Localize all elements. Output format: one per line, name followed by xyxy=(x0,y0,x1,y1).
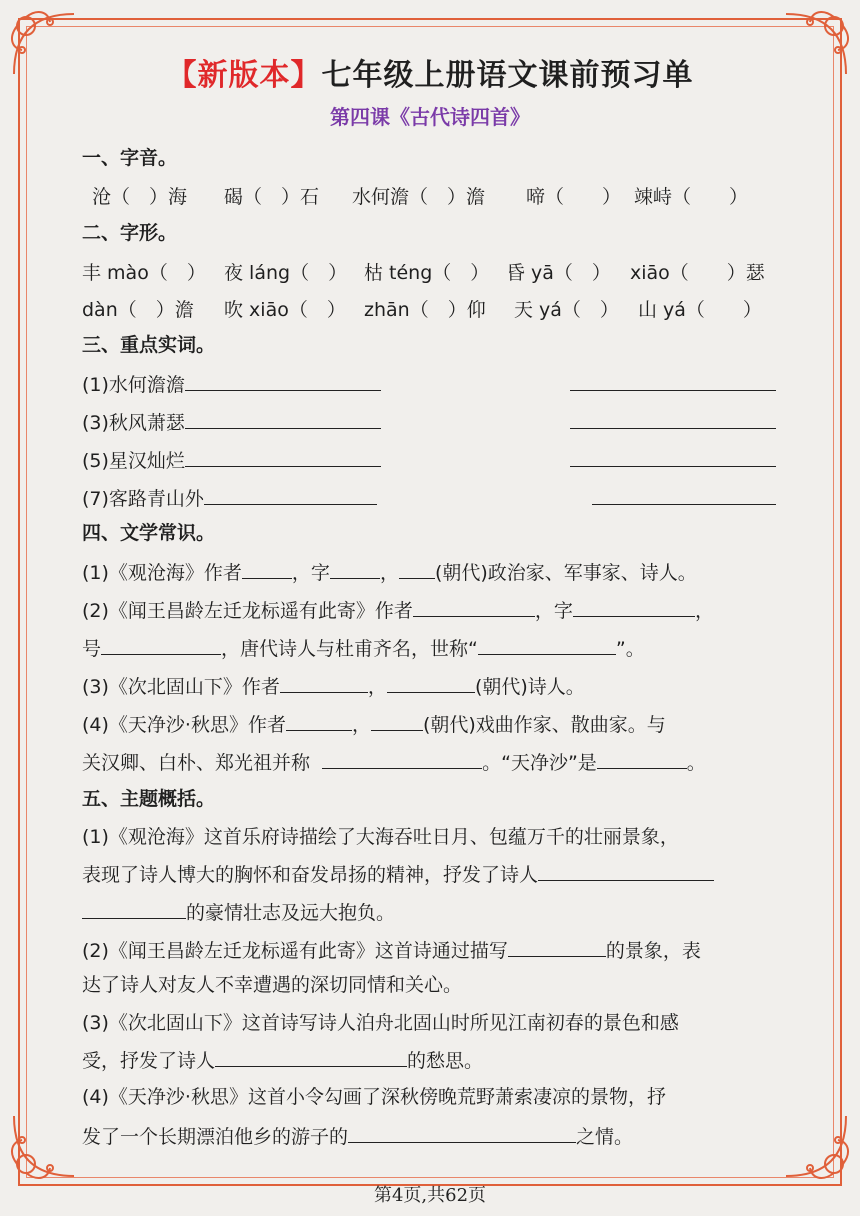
char-item: 吹 xiāo（ ） xyxy=(224,299,346,321)
question-line: 的豪情壮志及远大抱负。 xyxy=(82,898,395,926)
question-line: (2)《闻王昌龄左迁龙标遥有此寄》这首诗通过描写 的景象，表 xyxy=(82,936,701,964)
answer-blank[interactable] xyxy=(185,446,381,467)
char-item: 天 yá（ ） xyxy=(514,299,619,321)
answer-blank[interactable] xyxy=(387,672,475,693)
answer-blank[interactable] xyxy=(570,370,776,391)
question-line: 号 ，唐代诗人与杜甫齐名，世称“ ”。 xyxy=(82,634,645,662)
answer-blank[interactable] xyxy=(597,748,687,769)
answer-blank[interactable] xyxy=(330,558,380,579)
answer-blank[interactable] xyxy=(348,1122,576,1143)
answer-blank[interactable] xyxy=(322,748,482,769)
question-line: (1)《观沧海》作者 ，字 ， (朝代)政治家、军事家、诗人。 xyxy=(82,558,697,586)
vocab-item: (1)水何澹澹 xyxy=(82,374,185,396)
question-line: (1)《观沧海》这首乐府诗描绘了大海吞吐日月、包蕴万千的壮丽景象， xyxy=(82,826,679,848)
answer-blank[interactable] xyxy=(478,634,616,655)
page-subtitle: 第四课《古代诗四首》 xyxy=(330,105,530,129)
char-item: xiāo（ ）瑟 xyxy=(630,262,765,284)
question-line: (2)《闻王昌龄左迁龙标遥有此寄》作者 ，字 ， xyxy=(82,596,714,624)
question-line: (3)《次北固山下》作者 ， (朝代)诗人。 xyxy=(82,672,585,700)
answer-blank[interactable] xyxy=(185,370,381,391)
page-title xyxy=(0,50,860,94)
page-number: 第4页,共62页 xyxy=(373,1185,487,1206)
char-item: zhān（ ）仰 xyxy=(364,299,486,321)
answer-blank[interactable] xyxy=(204,484,377,505)
corner-ornament-icon xyxy=(4,1106,84,1186)
pinyin-item: 水何澹（ ）澹 xyxy=(352,186,486,208)
vocab-item: (5)星汉灿烂 xyxy=(82,450,185,472)
vocab-item: (3)秋风萧瑟 xyxy=(82,412,185,434)
question-line: 关汉卿、白朴、郑光祖并称 。“天净沙”是 。 xyxy=(82,748,706,776)
title-tag: 【新版本】 xyxy=(166,58,322,93)
answer-blank[interactable] xyxy=(399,558,435,579)
question-line: 达了诗人对友人不幸遭遇的深切同情和关心。 xyxy=(82,974,463,996)
answer-blank[interactable] xyxy=(280,672,368,693)
answer-blank[interactable] xyxy=(82,898,186,919)
answer-blank[interactable] xyxy=(573,596,695,617)
question-line: (4)《天净沙·秋思》作者 ， (朝代)戏曲作家、散曲家。与 xyxy=(82,710,666,738)
char-item: 山 yá（ ） xyxy=(638,299,762,321)
answer-blank[interactable] xyxy=(538,860,714,881)
answer-blank[interactable] xyxy=(371,710,423,731)
section-heading: 一、字音。 xyxy=(82,147,178,169)
section-heading: 二、字形。 xyxy=(82,222,178,244)
answer-blank[interactable] xyxy=(286,710,352,731)
question-line: 受，抒发了诗人 的愁思。 xyxy=(82,1046,483,1074)
pinyin-item: 啼（ ） xyxy=(526,186,622,208)
question-line: 发了一个长期漂泊他乡的游子的 之情。 xyxy=(82,1122,633,1150)
answer-blank[interactable] xyxy=(570,408,776,429)
answer-blank[interactable] xyxy=(570,446,776,467)
char-item: 枯 téng（ ） xyxy=(364,262,490,284)
answer-blank[interactable] xyxy=(242,558,292,579)
char-item: dàn（ ）澹 xyxy=(82,299,194,321)
question-line: (4)《天净沙·秋思》这首小令勾画了深秋傍晚荒野萧索凄凉的景物，抒 xyxy=(82,1086,666,1108)
corner-ornament-icon xyxy=(776,1106,856,1186)
answer-blank[interactable] xyxy=(215,1046,407,1067)
section-heading: 五、主题概括。 xyxy=(82,788,216,810)
answer-blank[interactable] xyxy=(508,936,606,957)
char-item: 夜 láng（ ） xyxy=(224,262,348,284)
char-item: 昏 yā（ ） xyxy=(506,262,611,284)
answer-blank[interactable] xyxy=(592,484,776,505)
section-heading: 三、重点实词。 xyxy=(82,334,216,356)
pinyin-item: 碣（ ）石 xyxy=(224,186,320,208)
section-heading: 四、文学常识。 xyxy=(82,522,216,544)
question-line: 表现了诗人博大的胸怀和奋发昂扬的精神，抒发了诗人 xyxy=(82,860,714,888)
title-main: 七年级上册语文课前预习单 xyxy=(321,58,694,93)
pinyin-item: 沧（ ）海 xyxy=(92,186,188,208)
question-line: (3)《次北固山下》这首诗写诗人泊舟北固山时所见江南初春的景色和感 xyxy=(82,1012,679,1034)
pinyin-item: 竦峙（ ） xyxy=(634,186,749,208)
answer-blank[interactable] xyxy=(101,634,221,655)
answer-blank[interactable] xyxy=(413,596,535,617)
vocab-item: (7)客路青山外 xyxy=(82,488,204,510)
answer-blank[interactable] xyxy=(185,408,381,429)
char-item: 丰 mào（ ） xyxy=(82,262,206,284)
